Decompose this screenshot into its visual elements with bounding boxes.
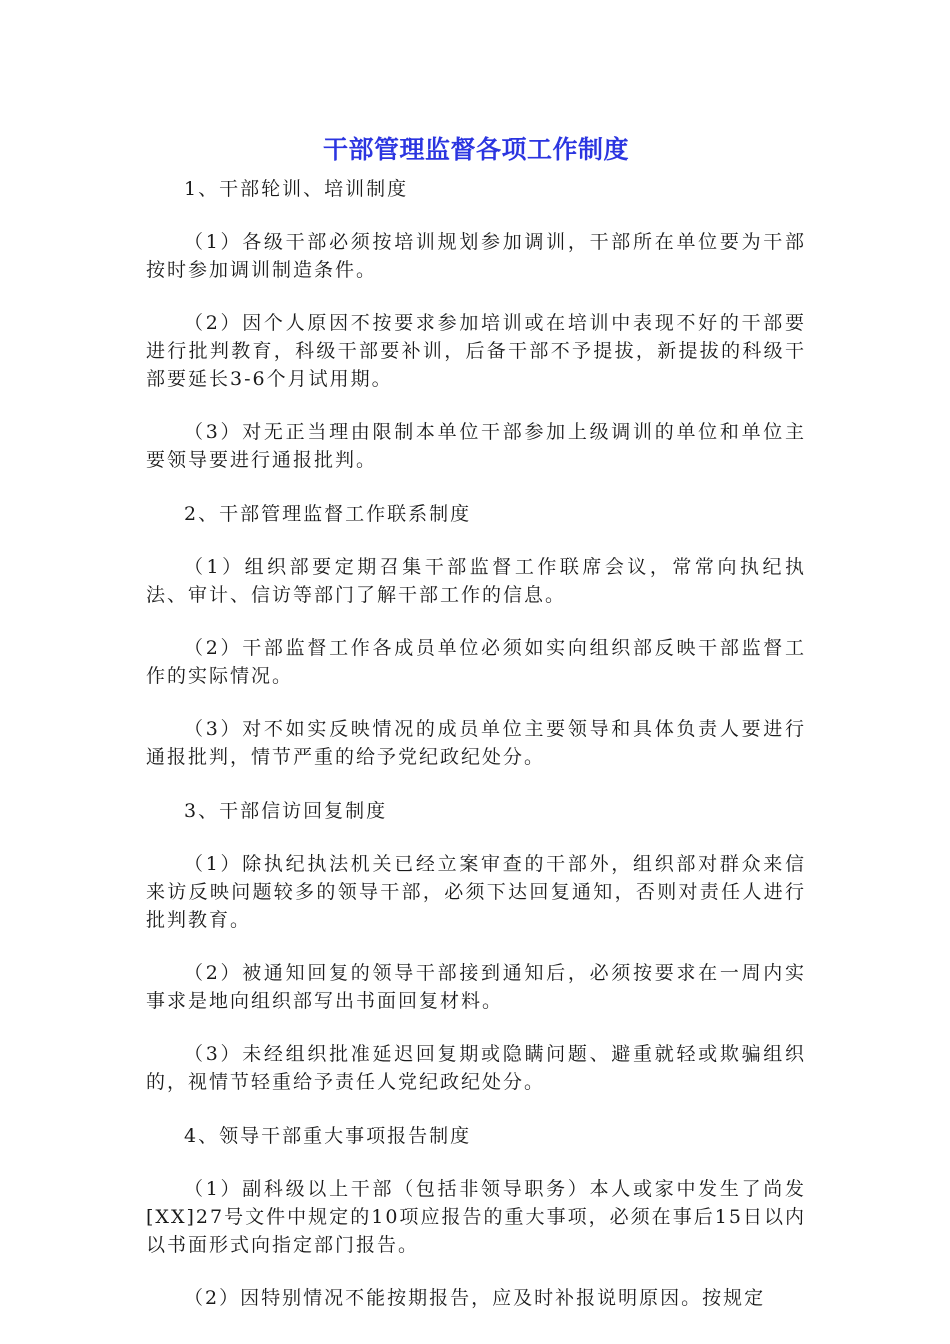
paragraph: （1）组织部要定期召集干部监督工作联席会议，常常向执纪执法、审计、信访等部门了解干部工作的信息。 — [146, 556, 806, 606]
paragraph: （2）因特别情况不能按期报告，应及时补报说明原因。按规定 — [184, 1287, 766, 1309]
section-heading-3: 3、干部信访回复制度 — [184, 800, 388, 822]
paragraph: （1）各级干部必须按培训规划参加调训，干部所在单位要为干部按时参加调训制造条件。 — [146, 231, 806, 281]
paragraph: （2）干部监督工作各成员单位必须如实向组织部反映干部监督工作的实际情况。 — [146, 637, 806, 687]
paragraph: （2）因个人原因不按要求参加培训或在培训中表现不好的干部要进行批判教育，科级干部要补训，后备干部不予提拔，新提拔的科级干部要延长3-6个月试用期。 — [146, 312, 806, 390]
paragraph: （2）被通知回复的领导干部接到通知后，必须按要求在一周内实事求是地向组织部写出书面回复材料。 — [146, 962, 806, 1012]
section-heading-2: 2、干部管理监督工作联系制度 — [184, 503, 472, 525]
paragraph: （3）未经组织批准延迟回复期或隐瞒问题、避重就轻或欺骗组织的，视情节轻重给予责任人党纪政纪处分。 — [146, 1043, 806, 1093]
paragraph: （1）副科级以上干部（包括非领导职务）本人或家中发生了尚发[XX]27号文件中规定的10项应报告的重大事项，必须在事后15日以内以书面形式向指定部门报告。 — [146, 1178, 806, 1256]
section-heading-1: 1、干部轮训、培训制度 — [184, 178, 409, 200]
paragraph: （1）除执纪执法机关已经立案审查的干部外，组织部对群众来信来访反映问题较多的领导干部，必须下达回复通知，否则对责任人进行批判教育。 — [146, 853, 806, 931]
document-title: 干部管理监督各项工作制度 — [322, 135, 629, 164]
paragraph: （3）对不如实反映情况的成员单位主要领导和具体负责人要进行通报批判，情节严重的给予党纪政纪处分。 — [146, 718, 806, 768]
section-heading-4: 4、领导干部重大事项报告制度 — [184, 1125, 472, 1147]
paragraph: （3）对无正当理由限制本单位干部参加上级调训的单位和单位主要领导要进行通报批判。 — [146, 421, 806, 471]
